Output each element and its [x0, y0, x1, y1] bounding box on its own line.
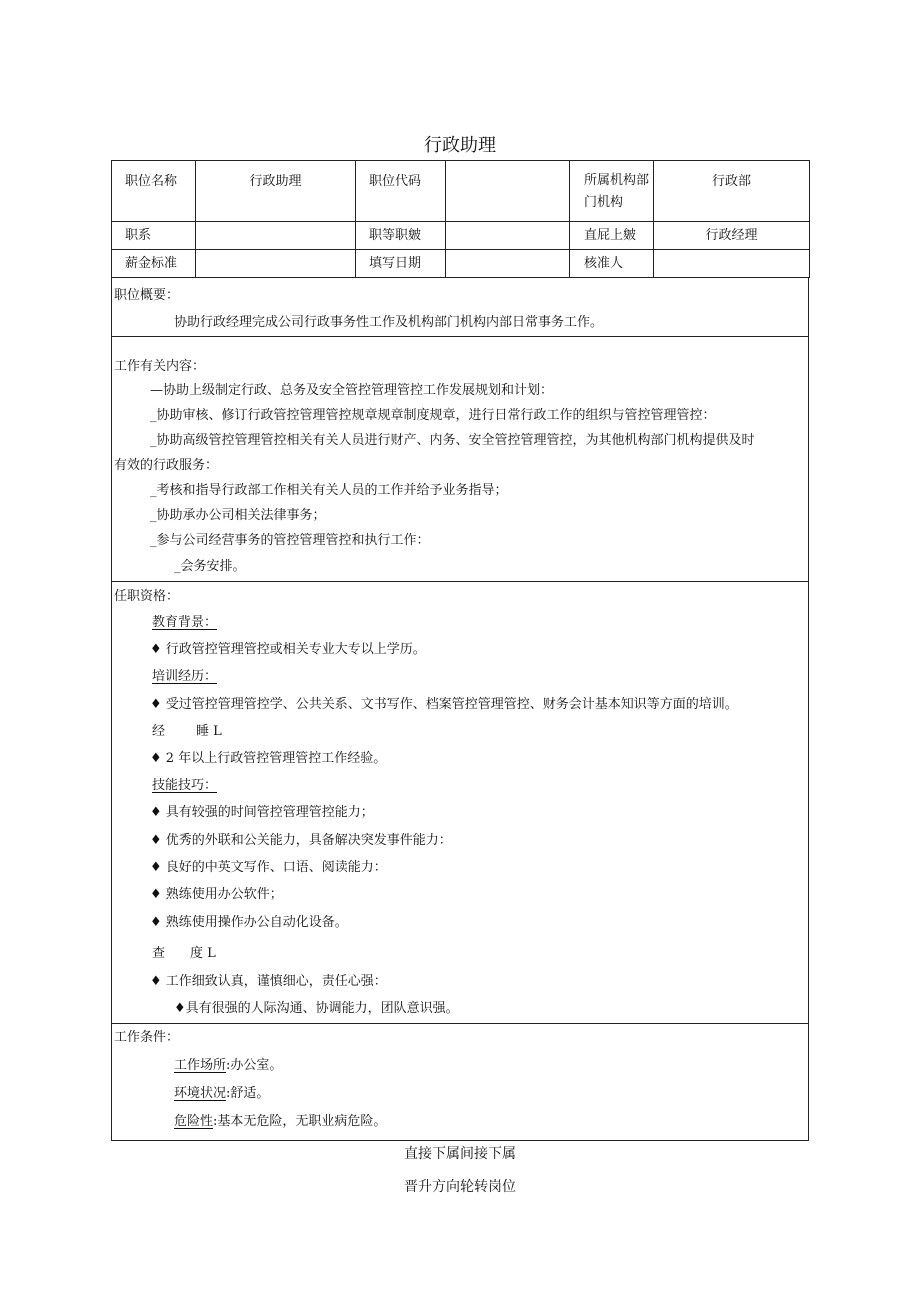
attitude-label: 查	[152, 946, 166, 961]
list-item: ♦ 受过管控管理管控学、公共关系、文书写作、档案管控管理管控、财务会计基本知识等方面的培训。	[150, 697, 738, 712]
list-item: _参与公司经营事务的管控管理管控和执行工作：	[150, 533, 430, 548]
list-item: _会务安排。	[174, 559, 246, 574]
approver-label: 核准人	[570, 250, 654, 278]
attitude-label-suffix: 度 L	[190, 946, 216, 961]
list-item: —协助上级制定行政、总务及安全管控管理管控工作发展规划和计划：	[150, 383, 554, 398]
list-item: _考核和指导行政部工作相关有关人员的工作并给予业务指导；	[150, 483, 508, 498]
footer-promotion: 晋升方向轮转岗位	[404, 1179, 516, 1195]
training-label: 培训经历：	[152, 669, 218, 684]
work-place-label: 工作场所	[174, 1058, 227, 1073]
summary-text: 协助行政经理完成公司行政事务性工作及机构部门机构内部日常事务工作。	[174, 315, 604, 330]
skills-label: 技能技巧：	[152, 778, 218, 793]
position-code-value	[446, 161, 570, 222]
list-item: _协助审核、修订行政管控管理管控规章规章制度规章，进行日常行政工作的组织与管控管理管控：	[150, 408, 716, 423]
supervisor-value: 行政经理	[654, 222, 810, 250]
position-name-label: 职位名称	[112, 161, 196, 222]
approver-value	[654, 250, 810, 278]
environment-label: 环境状况	[174, 1086, 227, 1101]
list-item: ♦ 2 年以上行政管控管理管控工作经验。	[150, 751, 387, 766]
department-label: 所属机构部门机构	[570, 161, 654, 222]
work-place-line	[174, 1054, 282, 1073]
duties-heading: 工作有关内容：	[114, 359, 206, 374]
danger-value: :基本无危险，无职业病危险。	[213, 1114, 387, 1129]
qualifications-section	[111, 582, 809, 1024]
fill-date-label: 填写日期	[356, 250, 446, 278]
job-description-form	[111, 160, 809, 1141]
list-item: ♦ 熟练使用操作办公自动化设备。	[150, 915, 348, 930]
page-title: 行政助理	[424, 135, 496, 156]
supervisor-label: 直屁上皴	[570, 222, 654, 250]
list-item: _协助承办公司相关法律事务；	[150, 508, 326, 523]
danger-label: 危险性	[174, 1114, 214, 1129]
list-item: _协助高级管控管理管控相关有关人员进行财产、内务、安全管控管理管控，为其他机构部门机构提供及时	[150, 433, 755, 448]
conditions-heading: 工作条件：	[114, 1030, 180, 1045]
environment-value: :舒适。	[226, 1086, 270, 1101]
conditions-section	[111, 1024, 809, 1141]
summary-heading: 职位概要：	[114, 288, 180, 303]
department-value: 行政部	[654, 161, 810, 222]
experience-label-suffix: 睡 L	[196, 724, 222, 739]
danger-line	[174, 1110, 386, 1129]
fill-date-value	[446, 250, 570, 278]
duties-section	[111, 337, 809, 582]
table-row	[112, 222, 810, 250]
grade-label: 职等职皴	[356, 222, 446, 250]
job-family-value	[196, 222, 356, 250]
info-table	[111, 160, 810, 278]
position-code-label: 职位代码	[356, 161, 446, 222]
list-item: ♦ 行政管控管理管控或相关专业大专以上学历。	[150, 642, 426, 657]
list-item: ♦ 优秀的外联和公关能力，具备解决突发事件能力：	[150, 833, 452, 848]
list-item: ♦具有很强的人际沟通、协调能力，团队意识强。	[174, 1001, 459, 1016]
experience-label: 经	[152, 724, 166, 739]
list-item: ♦ 工作细致认真，谨慎细心，责任心强：	[150, 974, 387, 989]
work-place-value: :办公室。	[226, 1058, 283, 1073]
environment-line	[174, 1082, 269, 1101]
position-name-value: 行政助理	[196, 161, 356, 222]
job-family-label: 职系	[112, 222, 196, 250]
list-item: ♦ 具有较强的时间管控管理管控能力；	[150, 805, 374, 820]
qualifications-heading: 任职资格：	[114, 589, 180, 604]
footer-subordinates: 直接下属间接下属	[404, 1146, 516, 1162]
table-row	[112, 250, 810, 278]
salary-value	[196, 250, 356, 278]
summary-section	[111, 278, 809, 337]
grade-value	[446, 222, 570, 250]
salary-label: 薪金标准	[112, 250, 196, 278]
list-item: ♦ 良好的中英文写作、口语、阅读能力：	[150, 860, 387, 875]
list-item: ♦ 熟练使用办公软件；	[150, 887, 283, 902]
education-label: 教育背景：	[152, 615, 218, 630]
table-row	[112, 161, 810, 222]
list-item: 有效的行政服务：	[114, 458, 219, 473]
